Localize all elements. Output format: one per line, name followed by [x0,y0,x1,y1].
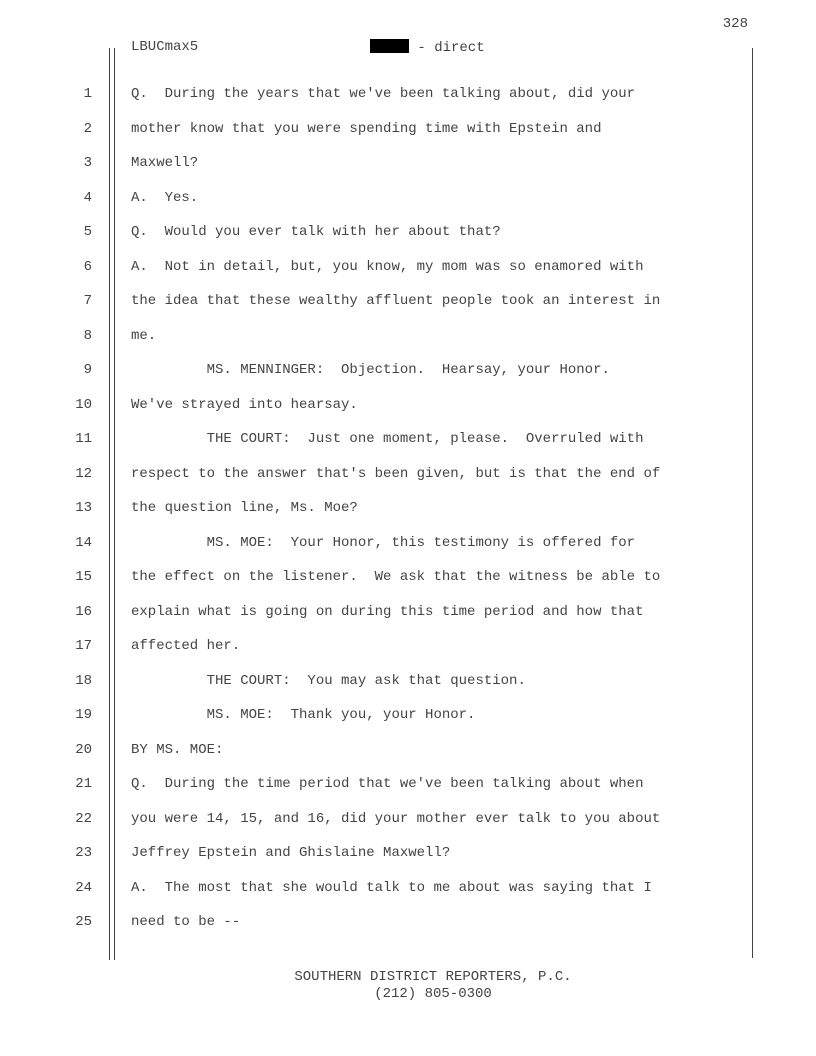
line-text: me. [131,327,157,344]
line-text: mother know that you were spending time with Epstein and [131,120,602,137]
line-number: 15 [75,569,92,585]
line-number: 25 [75,914,92,930]
line-text: A. Yes. [131,189,199,206]
line-text: explain what is going on during this time period and how that [131,603,644,620]
line-text: MS. MENNINGER: Objection. Hearsay, your Honor. [131,362,610,378]
line-text: respect to the answer that's been given, but is that the end of [131,465,661,482]
line-number: 14 [75,534,92,551]
header-witness [370,39,485,56]
line-text: MS. MOE: Your Honor, this testimony is offered for [131,534,636,551]
line-text: THE COURT: You may ask that question. [131,672,526,689]
left-margin-rule-inner [114,48,115,960]
line-number: 21 [75,776,92,792]
redaction-bar [370,39,409,53]
line-number: 13 [75,500,92,516]
right-margin-rule [752,48,753,958]
line-text: the effect on the listener. We ask that the witness be able to [131,569,661,585]
line-number: 9 [83,362,92,378]
line-number: 24 [75,879,92,896]
line-text: you were 14, 15, and 16, did your mother ever talk to you about [131,810,661,827]
footer-phone: (212) 805-0300 [374,986,492,1002]
line-number: 10 [75,396,92,413]
line-text: need to be -- [131,914,241,930]
left-margin-rule-outer [109,48,110,960]
line-number: 17 [75,638,92,654]
line-number: 5 [83,224,92,240]
line-number: 12 [75,465,92,482]
line-text: A. Not in detail, but, you know, my mom was so enamored with [131,258,644,275]
page-number: 328 [722,16,748,32]
line-number: 7 [83,293,92,309]
line-number: 20 [75,741,92,758]
line-number: 23 [75,845,92,861]
line-text: We've strayed into hearsay. [131,396,358,413]
line-text: affected her. [131,638,241,654]
line-number: 1 [83,86,92,102]
line-number: 2 [83,120,92,137]
line-text: Q. During the time period that we've been talking about when [131,776,644,792]
line-text: MS. MOE: Thank you, your Honor. [131,707,476,723]
line-number: 19 [75,707,92,723]
line-number: 16 [75,603,92,620]
line-number: 4 [83,189,92,206]
line-text: the question line, Ms. Moe? [131,500,358,516]
line-text: Q. Would you ever talk with her about that? [131,224,501,240]
line-text: BY MS. MOE: [131,741,224,758]
line-number: 8 [83,327,92,344]
header-case-code: LBUCmax5 [131,39,199,55]
line-number: 6 [83,258,92,275]
line-text: Maxwell? [131,155,199,171]
line-number: 22 [75,810,92,827]
footer-firm: SOUTHERN DISTRICT REPORTERS, P.C. [294,969,572,985]
line-text: THE COURT: Just one moment, please. Overruled with [131,431,644,447]
line-text: A. The most that she would talk to me about was saying that I [131,879,652,896]
line-text: Q. During the years that we've been talking about, did your [131,86,636,102]
line-text: Jeffrey Epstein and Ghislaine Maxwell? [131,845,451,861]
line-text: the idea that these wealthy affluent people took an interest in [131,293,661,309]
line-number: 11 [75,431,92,447]
header-witness-suffix: - direct [409,40,485,56]
line-number: 3 [83,155,92,171]
line-number: 18 [75,672,92,689]
